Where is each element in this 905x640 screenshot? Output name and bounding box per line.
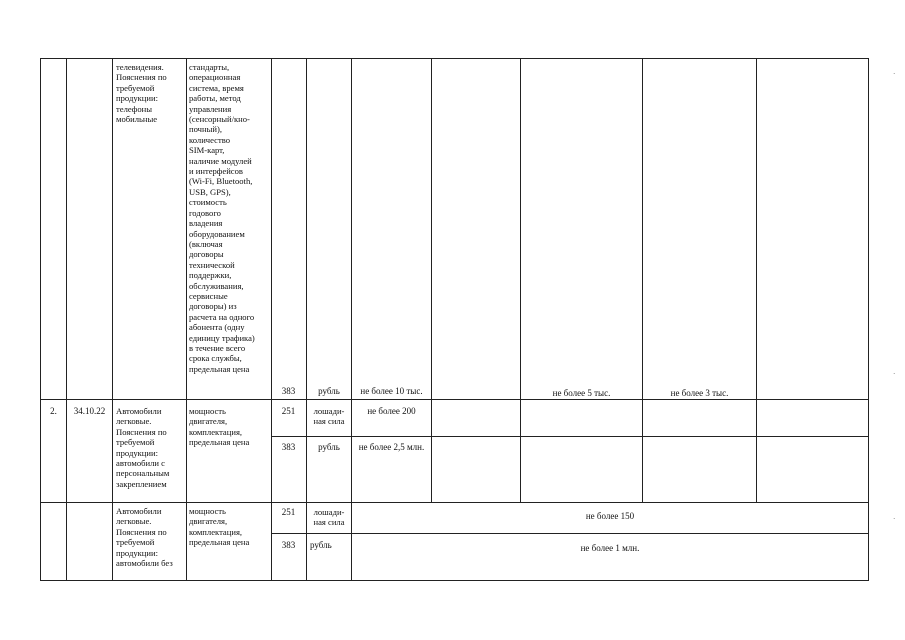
table-line-row1-end [40, 399, 869, 400]
row-3-characteristic: мощность двигателя, комплектация, предельная цена [189, 506, 250, 548]
row-2-characteristic: мощность двигателя, комплектация, предельная цена [189, 406, 250, 448]
top-row-value-2: не более 5 тыс. [552, 388, 611, 398]
row-2-code-price: 383 [281, 442, 296, 452]
row-3-unit-price: рубль [310, 540, 332, 550]
row-3-code-price: 383 [281, 540, 296, 550]
table-col-line-4 [271, 58, 272, 581]
table-col-line-8 [520, 58, 521, 503]
top-row-name: телевидения. Пояснения по требуемой продукции: телефоны мобильные [116, 62, 167, 125]
top-row-value-3: не более 3 тыс. [670, 388, 729, 398]
table-col-line-9 [642, 58, 643, 503]
table-line-row2-sub [271, 436, 869, 437]
row-3-unit-power: лошади- ная сила [313, 507, 345, 528]
row-2-value-power: не более 200 [367, 406, 416, 416]
row-3-value-price: не более 1 млн. [580, 543, 640, 553]
row-2-okpd: 34.10.22 [73, 406, 106, 416]
table-col-line-10 [756, 58, 757, 503]
row-2-number: 2. [50, 406, 57, 416]
table-col-line-0 [40, 58, 41, 581]
table-line-bottom [40, 580, 869, 581]
table-col-line-7 [431, 58, 432, 503]
table-col-line-6 [351, 58, 352, 581]
table-line-row3-sub [271, 533, 869, 534]
table-col-line-3 [186, 58, 187, 581]
table-col-line-1 [66, 58, 67, 581]
table-line-row2-end [40, 502, 869, 503]
table-col-line-right [868, 58, 869, 581]
row-3-name: Автомобили легковые. Пояснения по требуемой продукции: автомобили без [116, 506, 173, 569]
table-col-line-2 [112, 58, 113, 581]
row-3-value-power: не более 150 [585, 511, 635, 521]
row-2-value-price: не более 2,5 млн. [358, 442, 425, 452]
table-col-line-5 [306, 58, 307, 581]
table-line-top [40, 58, 869, 59]
top-row-value-1: не более 10 тыс. [360, 386, 423, 396]
row-2-unit-price: рубль [318, 442, 340, 452]
row-3-code-power: 251 [281, 507, 296, 517]
row-2-name: Автомобили легковые. Пояснения по требуемой продукции: автомобили с персональным закреплением [116, 406, 170, 489]
scan-mark: · [893, 515, 896, 523]
top-row-characteristic: стандарты, операционная система, время работы, метод управления (сенсорный/кно- почный), количество SIM-карт, наличие модулей и интерфейсов (Wi-Fi, Bluetooth, USB, GPS), стоимость годового владения оборудованием (включая договоры технической поддержки, обслуживания, сервисные договоры) из расчета на одного абонента (одну единицу трафика) в течение всего срока службы, предельная цена [189, 62, 255, 374]
top-row-code: 383 [281, 386, 296, 396]
top-row-unit: рубль [318, 386, 340, 396]
scan-mark: · [893, 70, 896, 78]
scan-mark: · [893, 370, 896, 378]
row-2-unit-power: лошади- ная сила [313, 406, 345, 427]
row-2-code-power: 251 [281, 406, 296, 416]
